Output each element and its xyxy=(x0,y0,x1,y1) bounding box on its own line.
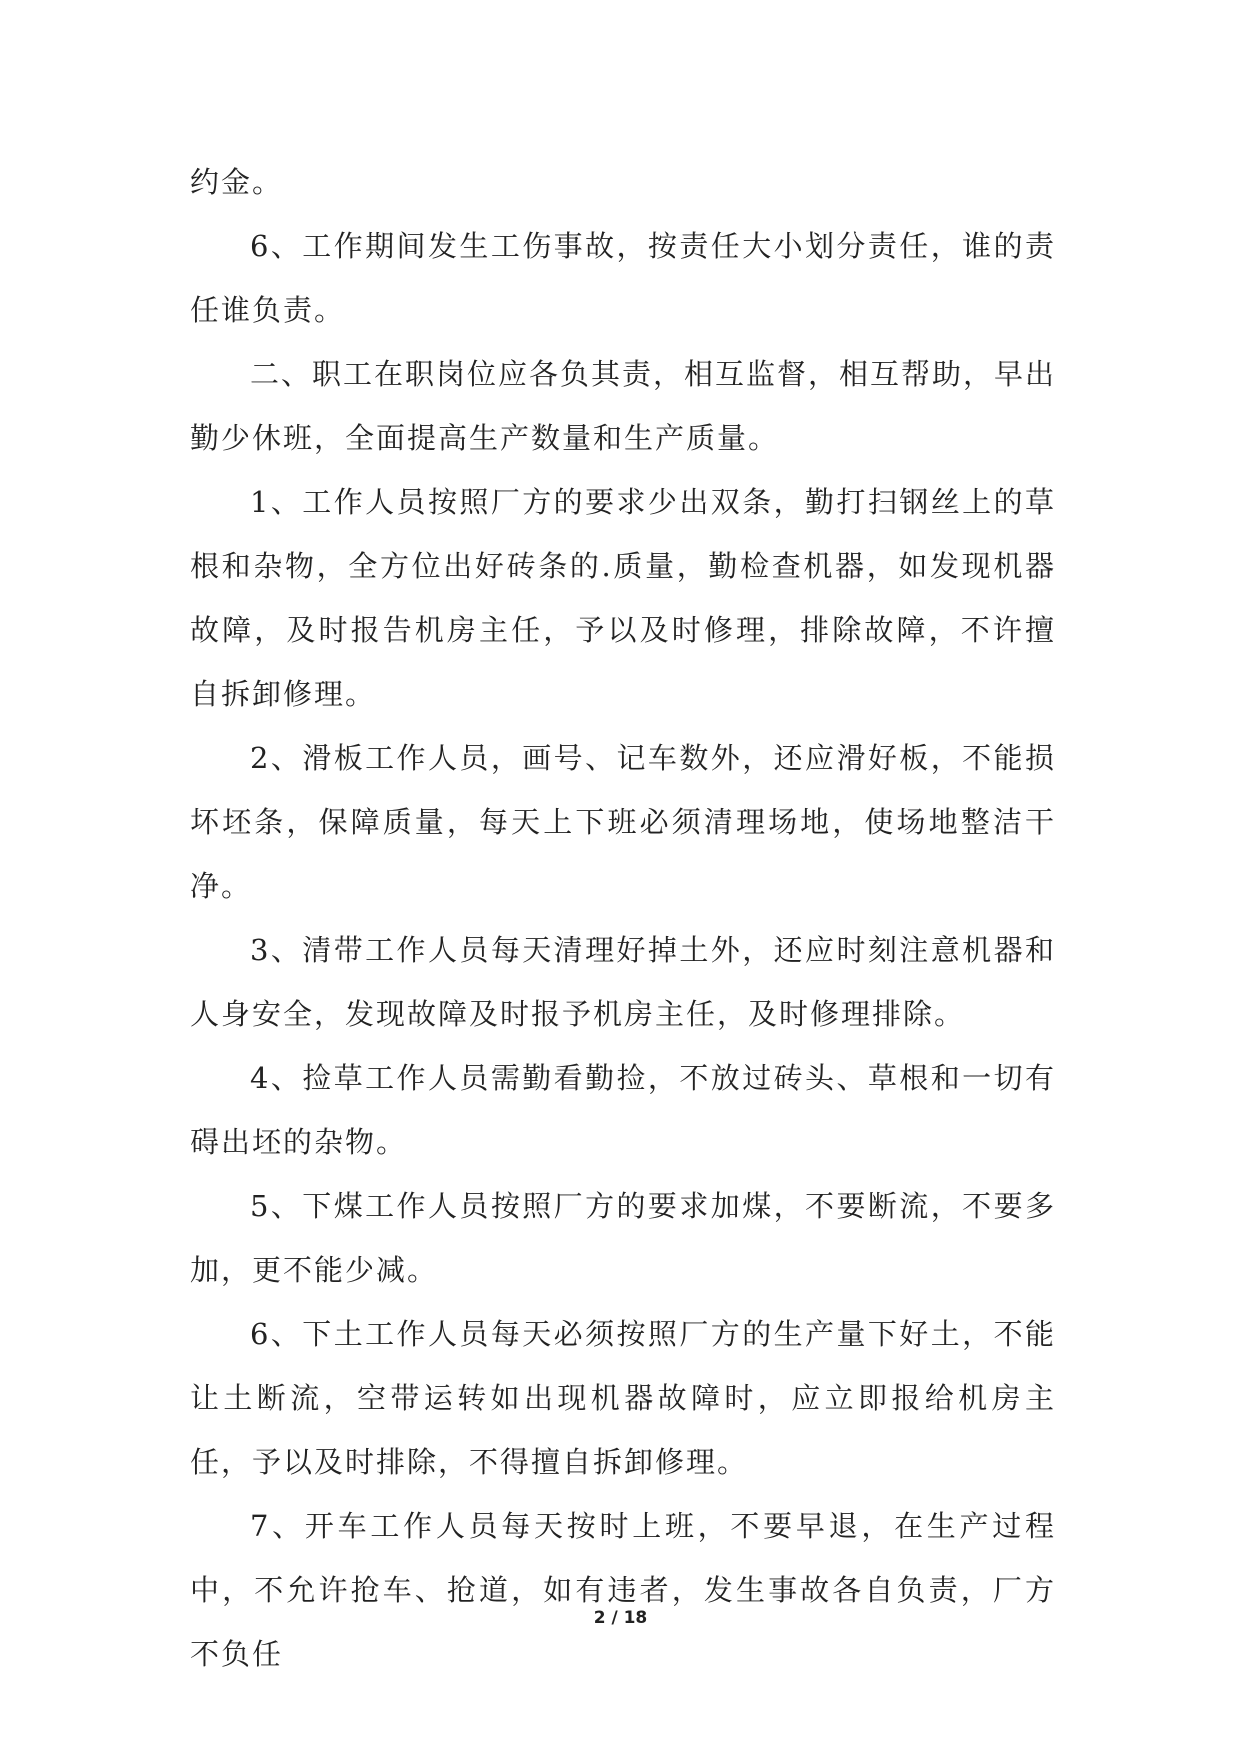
paragraph-section-2: 二、职工在职岗位应各负其责，相互监督，相互帮助，早出勤少休班，全面提高生产数量和生产质量。 xyxy=(190,357,1057,455)
document-body xyxy=(190,150,1056,1686)
paragraph-item-3: 3、清带工作人员每天清理好掉土外，还应时刻注意机器和人身安全，发现故障及时报予机房主任，及时修理排除。 xyxy=(190,933,1056,1031)
paragraph-item-1: 1、工作人员按照厂方的要求少出双条，勤打扫钢丝上的草根和杂物，全方位出好砖条的.质量，勤检查机器，如发现机器故障，及时报告机房主任，予以及时修理，排除故障，不许擅自拆卸修理。 xyxy=(190,485,1056,711)
paragraph-item-5: 5、下煤工作人员按照厂方的要求加煤，不要断流，不要多加，更不能少减。 xyxy=(190,1189,1056,1287)
paragraph-item-4: 4、捡草工作人员需勤看勤捡，不放过砖头、草根和一切有碍出坯的杂物。 xyxy=(190,1061,1056,1159)
page-number: 2 / 18 xyxy=(593,1608,648,1628)
paragraph-item-6-injury: 6、工作期间发生工伤事故，按责任大小划分责任，谁的责任谁负责。 xyxy=(190,229,1056,327)
paragraph-item-2: 2、滑板工作人员，画号、记车数外，还应滑好板，不能损坏坯条，保障质量，每天上下班必须清理场地，使场地整洁干净。 xyxy=(190,741,1056,903)
paragraph-continuation: 约金。 xyxy=(190,165,284,199)
paragraph-item-7: 7、开车工作人员每天按时上班，不要早退，在生产过程中，不允许抢车、抢道，如有违者，发生事故各自负责，厂方不负任 xyxy=(190,1509,1056,1671)
paragraph-item-6: 6、下土工作人员每天必须按照厂方的生产量下好土，不能让土断流，空带运转如出现机器故障时，应立即报给机房主任，予以及时排除，不得擅自拆卸修理。 xyxy=(190,1317,1056,1479)
